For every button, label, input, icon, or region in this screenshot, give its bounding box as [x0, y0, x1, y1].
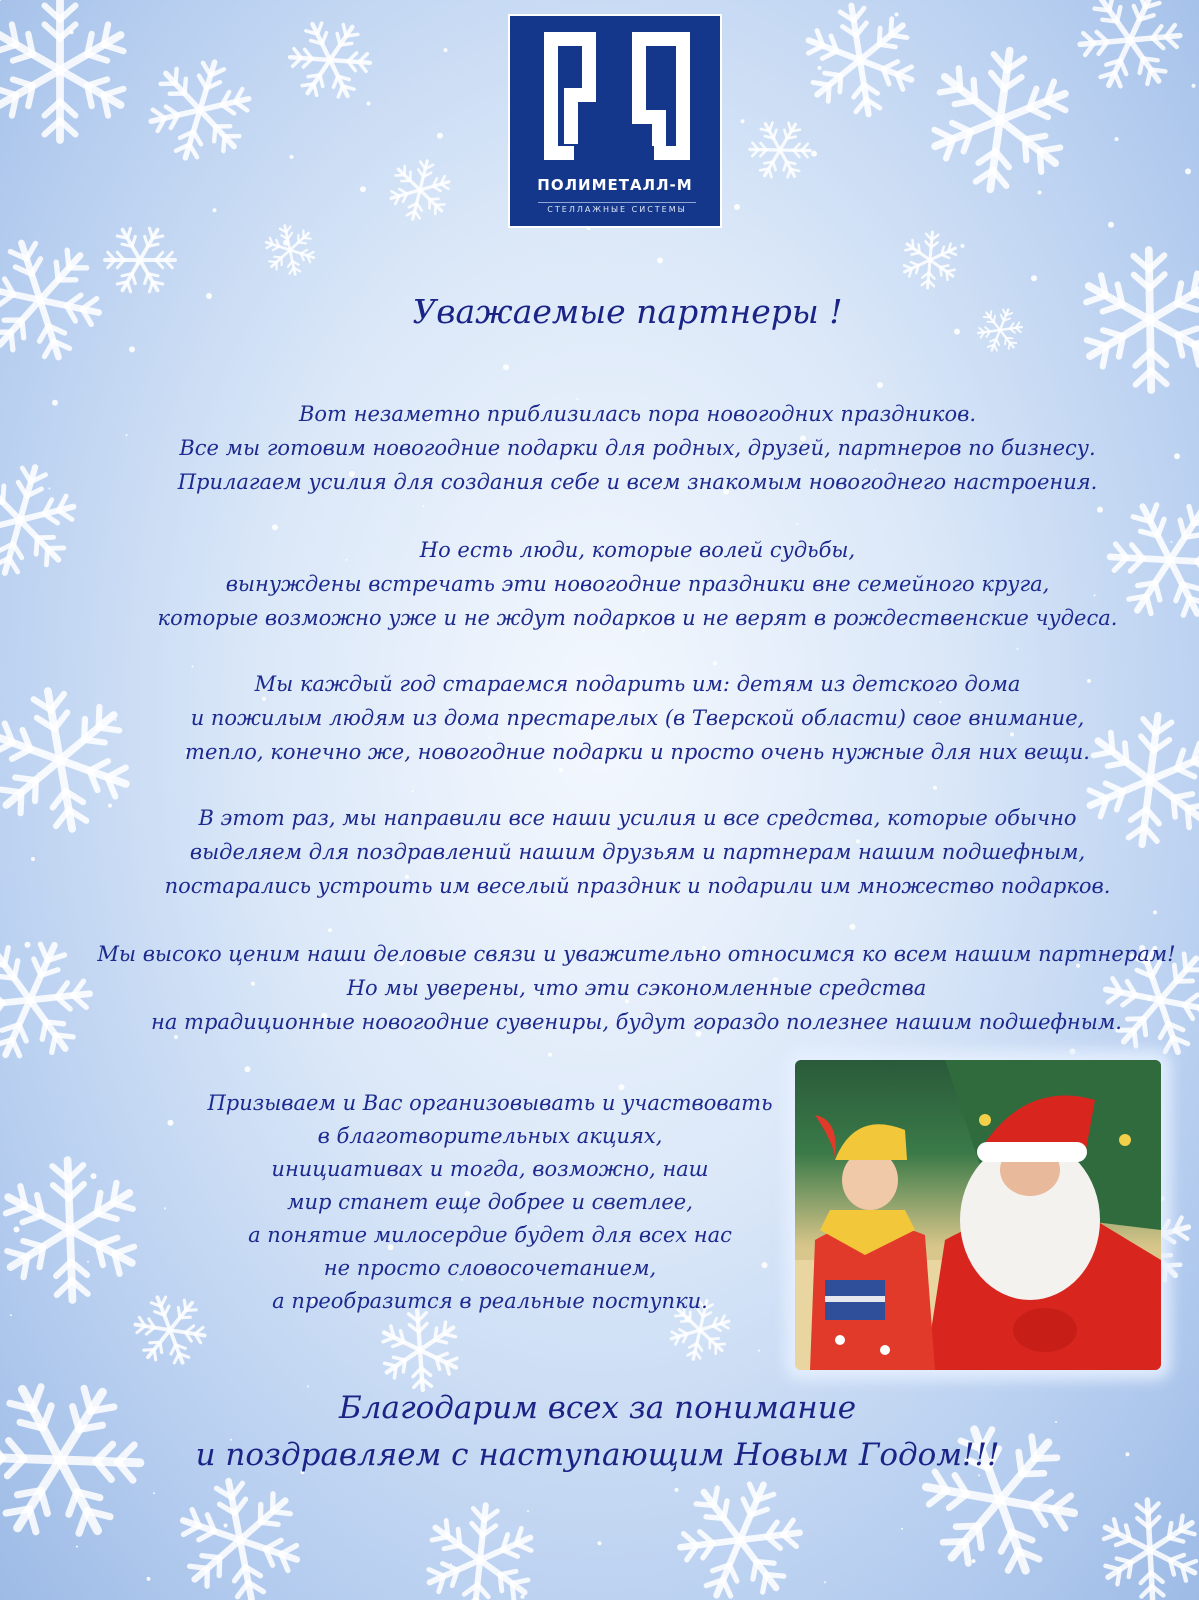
text-line: Все мы готовим новогодние подарки для родных, друзей, партнеров по бизнесу.: [179, 436, 1096, 460]
sparkle: [213, 208, 217, 212]
snowflake-icon: [255, 215, 325, 285]
sparkle: [1097, 507, 1103, 513]
text-line: Но мы уверены, что эти сэкономленные средства: [346, 976, 927, 1000]
text-line: Но есть люди, которые волей судьбы,: [419, 538, 856, 562]
snowflake-icon: [1076, 0, 1184, 93]
sparkle: [797, 523, 799, 525]
text-line: инициативах и тогда, возможно, наш: [271, 1157, 709, 1181]
sparkle: [129, 346, 135, 352]
sparkle: [1038, 191, 1042, 195]
snowflake-icon: [404, 1484, 556, 1600]
sparkle: [972, 1559, 976, 1563]
sparkle: [147, 1577, 151, 1581]
sparkle: [598, 1541, 602, 1545]
text-line: которые возможно уже и не ждут подарков и не верят в рождественские чудеса.: [157, 606, 1118, 630]
logo-name: ПОЛИМЕТАЛЛ-М: [537, 176, 693, 194]
sparkle: [1108, 222, 1114, 228]
sparkle: [961, 244, 965, 248]
sparkle: [70, 30, 74, 34]
snowflake-icon: [164, 1465, 316, 1600]
text-line: а понятие милосердие будет для всех нас: [248, 1223, 732, 1247]
snowflake-icon: [384, 154, 455, 226]
sparkle: [153, 1492, 155, 1494]
snowflake-icon: [657, 1457, 823, 1600]
sparkle: [384, 1332, 386, 1334]
sparkle: [290, 155, 294, 159]
paragraph-2: [0, 533, 1199, 635]
snowflake-icon: [739, 109, 820, 191]
logo-mark-icon: [536, 26, 698, 176]
text-line: на традиционные новогодние сувениры, будут гораздо полезнее нашим подшефным.: [151, 1010, 1122, 1034]
sparkle: [1049, 1506, 1053, 1510]
sparkle: [741, 119, 745, 123]
text-line: Мы высоко ценим наши деловые связи и уважительно относимся ко всем нашим партнерам!: [97, 942, 1176, 966]
sparkle: [0, 0, 1, 1]
sparkle: [283, 240, 289, 246]
sparkle: [1070, 1049, 1076, 1055]
sparkle: [367, 102, 371, 106]
closing-line-2: и поздравляем с наступающим Новым Годом!!!: [195, 1437, 1000, 1473]
sparkle: [136, 262, 140, 266]
sparkle: [1153, 910, 1157, 914]
sparkle: [272, 524, 278, 530]
text-line: постарались устроить им веселый праздник и подарили им множество подарков.: [164, 874, 1111, 898]
sparkle: [527, 1510, 529, 1512]
sparkle: [657, 257, 663, 263]
snowflake-icon: [910, 30, 1091, 209]
snowflake-icon: [0, 1135, 166, 1325]
text-line: мир станет еще добрее и светлее,: [287, 1190, 693, 1214]
sparkle: [1185, 168, 1191, 174]
sparkle: [437, 133, 443, 139]
text-line: В этот раз, мы направили все наши усилия и все средства, которые обычно: [198, 806, 1077, 830]
snowflake-icon: [1099, 1498, 1199, 1600]
sparkle: [734, 204, 740, 210]
text-line: Мы каждый год стараемся подарить им: детям из детского дома: [254, 672, 1021, 696]
paragraph-6: [150, 1087, 830, 1318]
snowflake-icon: [783, 0, 936, 136]
sparkle: [824, 1581, 826, 1583]
sparkle: [811, 151, 817, 157]
paragraph-3: [0, 667, 1199, 769]
sparkle: [444, 48, 448, 52]
sparkle: [850, 924, 856, 930]
sparkle: [14, 1227, 20, 1233]
paragraph-1: [0, 397, 1199, 499]
paragraph-4: [0, 801, 1199, 903]
sparkle: [818, 66, 822, 70]
sparkle: [503, 364, 509, 370]
sparkle: [877, 382, 883, 388]
letter-heading: Уважаемые партнеры !: [412, 292, 843, 331]
sparkle: [38, 772, 40, 774]
text-line: Вот незаметно приблизилась пора новогодних праздников.: [298, 402, 977, 426]
paragraph-5: [74, 937, 1199, 1039]
sparkle: [1017, 648, 1019, 650]
santa-photo: [795, 1060, 1161, 1370]
sparkle: [895, 13, 899, 17]
sparkle: [87, 1261, 89, 1263]
text-line: в благотворительных акциях,: [317, 1124, 663, 1148]
sparkle: [758, 1350, 760, 1352]
sparkle: [25, 942, 31, 948]
text-line: и пожилым людям из дома престарелых (в Тверской области) свое внимание,: [190, 706, 1085, 730]
sparkle: [1031, 275, 1037, 281]
sparkle: [360, 186, 366, 192]
sparkle: [901, 1528, 903, 1530]
sparkle: [76, 1546, 78, 1548]
sparkle: [10, 1314, 12, 1316]
snowflake-icon: [893, 223, 967, 296]
sparkle: [423, 505, 425, 507]
sparkle: [548, 1053, 552, 1057]
text-line: тепло, конечно же, новогодние подарки и просто очень нужные для них вещи.: [185, 740, 1090, 764]
sparkle: [224, 1524, 228, 1528]
sparkle: [675, 1488, 679, 1492]
text-line: вынуждены встречать эти новогодние праздники вне семейного круга,: [225, 572, 1050, 596]
company-logo: [508, 14, 722, 228]
text-line: а преобразится в реальные поступки.: [272, 1289, 708, 1313]
snowflake-icon: [0, 0, 128, 140]
logo-subtitle: СТЕЛЛАЖНЫЕ СИСТЕМЫ: [538, 202, 696, 214]
text-line: не просто словосочетанием,: [323, 1256, 657, 1280]
sparkle: [521, 1595, 525, 1599]
sparkle: [1115, 137, 1119, 141]
text-line: Прилагаем усилия для создания себе и всем знакомым новогоднего настроения.: [177, 470, 1098, 494]
snowflake-icon: [275, 5, 384, 115]
sparkle: [91, 1173, 97, 1179]
sparkle: [1192, 84, 1196, 88]
sparkle: [450, 1563, 452, 1565]
snowflake-icon: [139, 48, 262, 172]
sparkle: [412, 790, 414, 792]
text-line: Призываем и Вас организовывать и участвовать: [207, 1091, 773, 1115]
sparkle: [713, 661, 717, 665]
sparkle: [933, 786, 937, 790]
sparkle: [245, 1066, 251, 1072]
sparkle: [328, 928, 332, 932]
text-line: выделяем для поздравлений нашим друзьям и партнерам нашим подшефным,: [189, 840, 1086, 864]
closing-line-1: Благодарим всех за понимание: [338, 1390, 857, 1426]
